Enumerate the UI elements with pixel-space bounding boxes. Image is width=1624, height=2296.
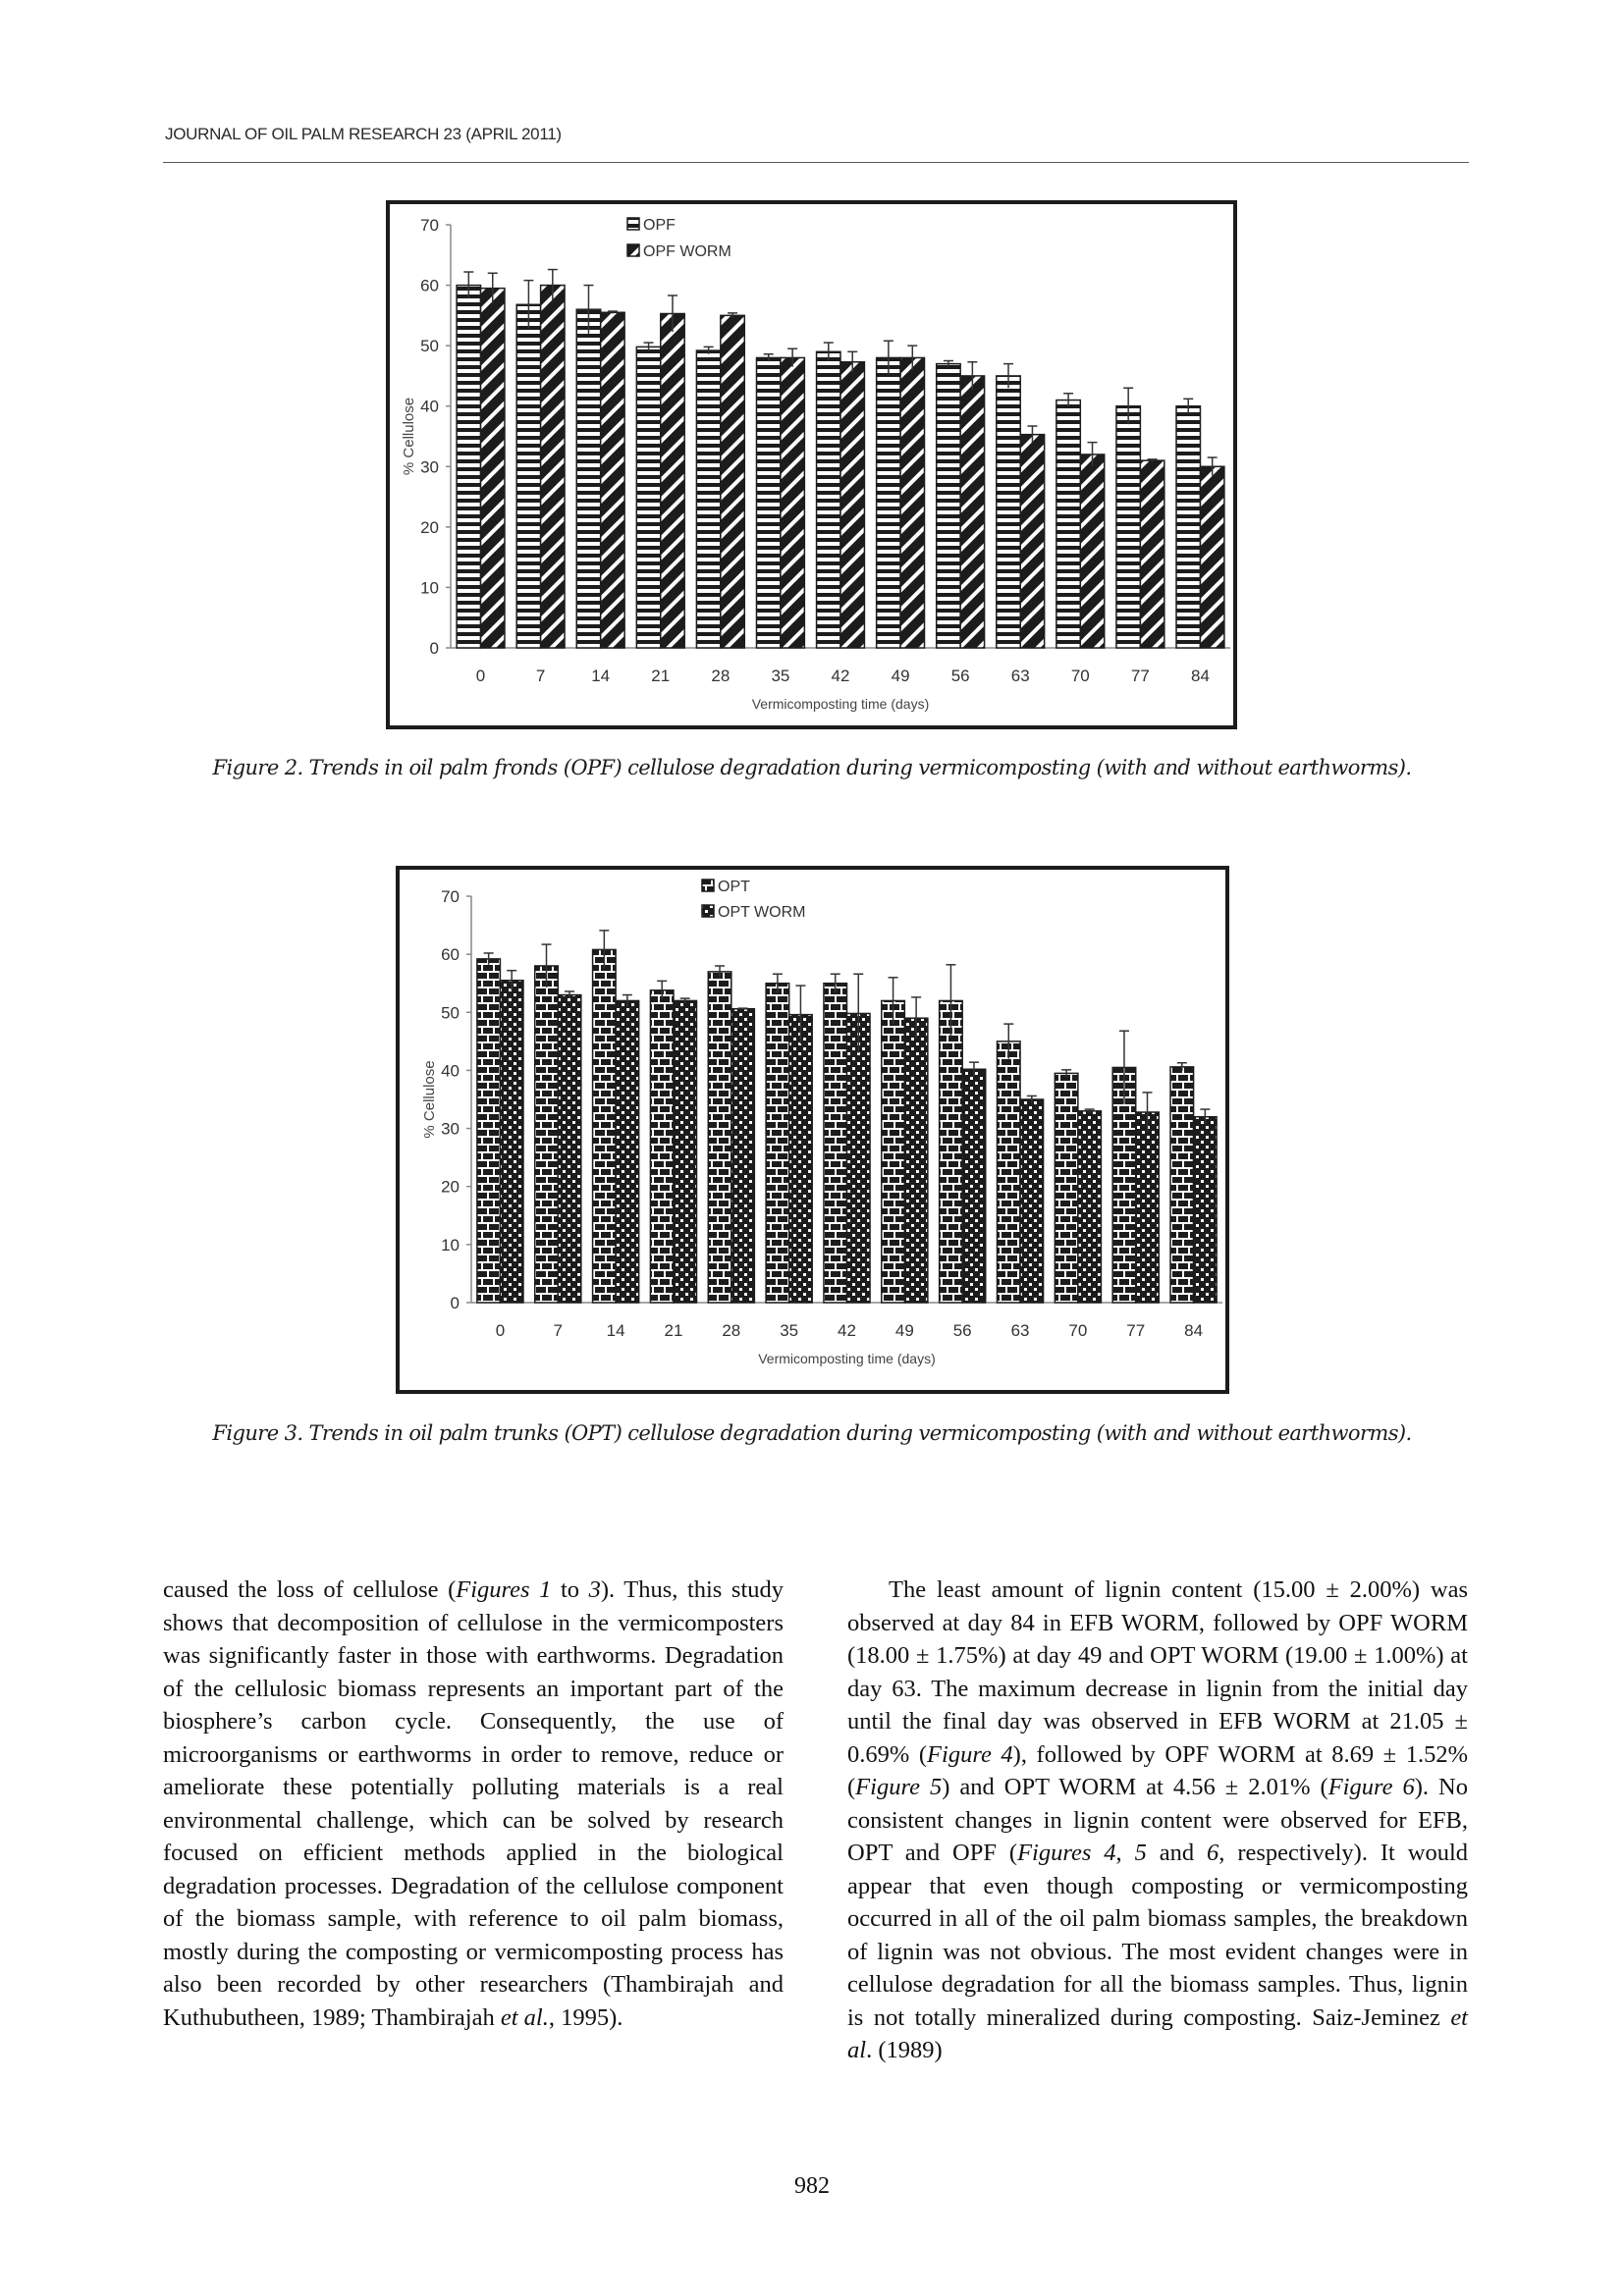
bar (593, 949, 617, 1303)
x-tick-label: 70 (1068, 1321, 1088, 1340)
bar (937, 364, 960, 648)
bar (1176, 406, 1200, 648)
bar-chart (400, 870, 1225, 1390)
y-tick-label: 60 (441, 945, 460, 965)
bar-chart (390, 204, 1233, 725)
y-tick-label: 30 (420, 457, 439, 477)
header-rule (163, 162, 1469, 163)
bar (1200, 466, 1223, 648)
bar (904, 1018, 928, 1303)
x-tick-label: 77 (1126, 1321, 1146, 1340)
y-tick-label: 40 (441, 1061, 460, 1081)
legend-label: OPF (643, 217, 676, 234)
bar (940, 1000, 963, 1303)
legend-label: OPT WORM (718, 904, 806, 921)
x-axis-label: Vermicomposting time (days) (758, 1351, 936, 1366)
figure-2-caption: Figure 2. Trends in oil palm fronds (OPF) cellulose degradation during vermicomposting (with and without earthworms). (212, 756, 1412, 779)
x-tick-label: 35 (771, 667, 790, 685)
x-tick-label: 14 (606, 1321, 625, 1340)
bar (1080, 454, 1104, 648)
y-tick-label: 70 (420, 216, 439, 235)
bar (616, 1000, 639, 1303)
y-tick-label: 10 (420, 578, 439, 598)
legend-label: OPT (718, 879, 750, 895)
bar (1020, 435, 1044, 648)
bar (997, 376, 1020, 648)
bar (500, 981, 523, 1303)
x-tick-label: 42 (831, 667, 850, 685)
x-tick-label: 0 (495, 1321, 506, 1340)
bar (1020, 1099, 1044, 1303)
bar (650, 990, 674, 1303)
bar (457, 286, 480, 648)
bar (824, 984, 847, 1303)
bar (1116, 406, 1140, 648)
bar (1136, 1112, 1160, 1303)
bar (847, 1013, 871, 1303)
bar (962, 1069, 986, 1303)
y-tick-label: 30 (441, 1119, 460, 1139)
x-tick-label: 0 (475, 667, 486, 685)
bar (900, 357, 924, 648)
bar (541, 286, 565, 648)
bar (1056, 400, 1080, 648)
x-tick-label: 21 (651, 667, 671, 685)
bar (1140, 460, 1164, 648)
bar (781, 357, 804, 648)
bar (998, 1041, 1021, 1303)
figure-3-caption: Figure 3. Trends in oil palm trunks (OPT) cellulose degradation during vermicomposting (with and without earthworms). (212, 1421, 1412, 1445)
paragraph: The least amount of lignin content (15.00 ± 2.00%) was observed at day 84 in EFB WORM, followed by OPF WORM (18.00 ± 1.75%) at day 49 and OPT WORM (19.00 ± 1.00%) at day 63. The maximum decrease in lignin from the initial day until the final day was observed in EFB WORM at 21.05 ± 0.69% (Figure 4), followed by OPF WORM at 8.69 ± 1.52% (Figure 5) and OPT WORM at 4.56 ± 2.01% (Figure 6). No consistent changes in lignin content were observed for EFB, OPT and OPF (Figures 4, 5 and 6, respectively). It would appear that even though composting or vermicomposting occurred in all of the oil palm biomass samples, the breakdown of lignin was not obvious. The most evident changes were in cellulose degradation for all the biomass samples. Thus, lignin is not totally mineralized during composting. Saiz-Jeminez et al. (1989) (847, 1576, 1469, 2063)
y-tick-label: 0 (429, 639, 439, 658)
x-tick-label: 7 (535, 667, 546, 685)
x-tick-label: 28 (711, 667, 731, 685)
x-tick-label: 63 (1010, 667, 1030, 685)
x-tick-label: 84 (1191, 667, 1210, 685)
x-tick-label: 56 (952, 1321, 972, 1340)
running-head: JOURNAL OF OIL PALM RESEARCH 23 (APRIL 2011) (165, 125, 562, 143)
legend-label: OPF WORM (643, 243, 731, 260)
x-tick-label: 21 (664, 1321, 683, 1340)
x-tick-label: 63 (1010, 1321, 1030, 1340)
y-tick-label: 20 (420, 517, 439, 537)
y-tick-label: 50 (420, 337, 439, 356)
page-number: 982 (794, 2173, 830, 2199)
bar (661, 314, 684, 648)
y-axis-label: % Cellulose (421, 1060, 438, 1139)
y-tick-label: 50 (441, 1003, 460, 1023)
bar (535, 966, 559, 1303)
bar (601, 312, 624, 648)
bar (708, 972, 731, 1303)
bar (696, 350, 720, 648)
x-tick-label: 49 (894, 1321, 914, 1340)
body-right-column (847, 1574, 1468, 2067)
x-tick-label: 70 (1070, 667, 1090, 685)
x-tick-label: 77 (1130, 667, 1150, 685)
bar (882, 1000, 905, 1303)
bar (789, 1015, 813, 1303)
bar (674, 1000, 697, 1303)
paragraph: caused the loss of cellulose (Figures 1 to 3). Thus, this study shows that decomposition of cellulose in the vermicomposters was significantly faster in those with earthworms. Degradation of the cellulosic biomass represents an important part of the biosphere’s carbon cycle. Consequently, the use of microorganisms or earthworms in order to remove, reduce or ameliorate these potentially polluting materials is a real environmental challenge, which can be solved by research focused on efficient methods applied in the biological degradation processes. Degradation of the cellulose component of the biomass sample, with reference to oil palm biomass, mostly during the composting or vermicomposting process has also been recorded by other researchers (Thambirajah and Kuthubutheen, 1989; Thambirajah et al., 1995). (163, 1576, 785, 2031)
bar (766, 984, 789, 1303)
y-axis-label: % Cellulose (401, 397, 417, 476)
body-left-column (163, 1574, 784, 2034)
bar (960, 376, 984, 648)
bar (840, 362, 864, 648)
figure-3-chart (396, 866, 1229, 1394)
x-axis-label: Vermicomposting time (days) (751, 696, 930, 712)
bar (731, 1009, 755, 1303)
bar (516, 304, 540, 648)
x-tick-label: 35 (780, 1321, 799, 1340)
y-tick-label: 10 (441, 1235, 460, 1255)
bar (576, 309, 600, 648)
bar (756, 357, 780, 648)
bar (1194, 1117, 1218, 1303)
bar (558, 995, 581, 1303)
bar (721, 315, 744, 648)
x-tick-label: 7 (553, 1321, 564, 1340)
bar (477, 959, 501, 1303)
bar (1078, 1111, 1102, 1303)
bar (817, 351, 840, 648)
y-tick-label: 20 (441, 1177, 460, 1197)
x-tick-label: 28 (722, 1321, 741, 1340)
x-tick-label: 84 (1184, 1321, 1204, 1340)
bar (481, 289, 505, 648)
figure-2-chart (386, 200, 1237, 729)
bar (1055, 1073, 1078, 1303)
bar (877, 357, 900, 648)
x-tick-label: 14 (591, 667, 611, 685)
x-tick-label: 56 (950, 667, 970, 685)
x-tick-label: 49 (891, 667, 910, 685)
x-tick-label: 42 (838, 1321, 856, 1340)
y-tick-label: 40 (420, 397, 439, 416)
y-tick-label: 60 (420, 276, 439, 295)
bar (636, 347, 660, 648)
y-tick-label: 0 (450, 1294, 460, 1312)
bar (1170, 1067, 1194, 1303)
y-tick-label: 70 (441, 887, 460, 906)
